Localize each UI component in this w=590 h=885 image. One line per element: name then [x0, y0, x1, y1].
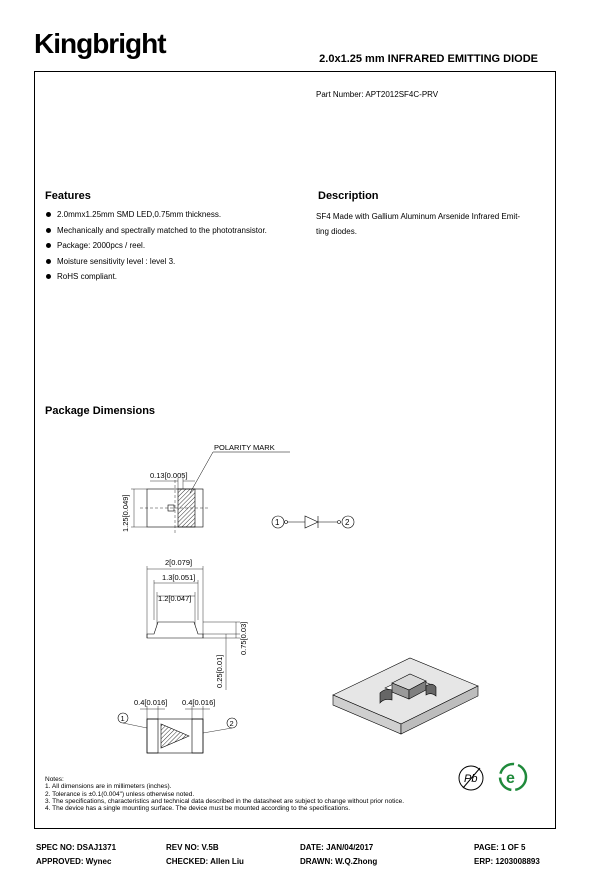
- note-item: 1. All dimensions are in millimeters (inches).: [45, 783, 172, 791]
- diode-icon: [305, 516, 318, 528]
- polarity-mark-label: POLARITY MARK: [214, 443, 275, 452]
- dim-label: 0.4[0.016]: [182, 698, 216, 707]
- erp-number: ERP: 1203008893: [474, 857, 540, 866]
- note-item: 3. The specifications, characteristics and technical data described in the datasheet are subject to change without prior notice.: [45, 797, 405, 805]
- note-item: 4. The device has a single mounting surface. The device must be mounted according to the specifications.: [45, 805, 351, 813]
- description-line: ting diodes.: [316, 227, 357, 236]
- pin2-label: 2: [229, 719, 234, 728]
- checked-by: CHECKED: Allen Liu: [166, 857, 244, 866]
- pad-left: [147, 719, 158, 753]
- isometric-view: [333, 658, 478, 734]
- drawn-by: DRAWN: W.Q.Zhong: [300, 857, 378, 866]
- feature-text: RoHS compliant.: [57, 272, 118, 281]
- page-number: PAGE: 1 OF 5: [474, 843, 526, 852]
- dim-label: 0.13[0.005]: [150, 471, 188, 480]
- dim-label: 2[0.079]: [165, 558, 193, 567]
- features-heading: Features: [45, 190, 91, 202]
- feature-text: Moisture sensitivity level : level 3.: [57, 256, 176, 266]
- pb-label: Pb: [464, 773, 478, 785]
- feature-text: Package: 2000pcs / reel.: [57, 241, 146, 250]
- side-view-body: [147, 622, 203, 638]
- dim-label: 0.75[0.03]: [239, 621, 248, 655]
- dim-label: 1.25[0.049]: [121, 494, 130, 532]
- description-line: SF4 Made with Gallium Aluminum Arsenide Infrared Emit-: [316, 212, 521, 221]
- cathode-triangle-icon: [161, 724, 189, 748]
- note-item: 2. Tolerance is ±0.1(0.004") unless otherwise noted.: [45, 790, 195, 798]
- date: DATE: JAN/04/2017: [300, 843, 374, 852]
- circuit-pin1-label: 1: [275, 518, 280, 527]
- approved-by: APPROVED: Wynec: [36, 857, 112, 866]
- pad-right: [192, 719, 203, 753]
- dim-label: 0.25[0.01]: [215, 654, 224, 688]
- dim-label: 0.4[0.016]: [134, 698, 168, 707]
- pin1-label: 1: [120, 714, 125, 723]
- part-number: Part Number: APT2012SF4C-PRV: [316, 90, 439, 99]
- rev-no: REV NO: V.5B: [166, 843, 219, 852]
- dim-label: 1.2[0.047]: [158, 594, 192, 603]
- notes: [45, 776, 550, 812]
- bottom-view: [118, 706, 237, 753]
- top-view: [131, 452, 290, 535]
- feature-text: 2.0mmx1.25mm SMD LED,0.75mm thickness.: [57, 210, 222, 219]
- feature-text: Mechanically and spectrally matched to the phototransistor.: [57, 225, 267, 235]
- description-heading: Description: [318, 190, 379, 202]
- circuit-symbol: [272, 516, 354, 528]
- circuit-pin2-label: 2: [345, 518, 350, 527]
- eco-label: e: [506, 770, 515, 787]
- spec-no: SPEC NO: DSAJ1371: [36, 843, 117, 852]
- side-view: [147, 566, 240, 690]
- package-dimensions-heading: Package Dimensions: [45, 405, 156, 417]
- dim-label: 1.3[0.051]: [162, 573, 196, 582]
- document-title: 2.0x1.25 mm INFRARED EMITTING DIODE: [319, 53, 538, 65]
- brand-logo: Kingbright: [34, 28, 166, 59]
- notes-title: Notes:: [45, 776, 64, 783]
